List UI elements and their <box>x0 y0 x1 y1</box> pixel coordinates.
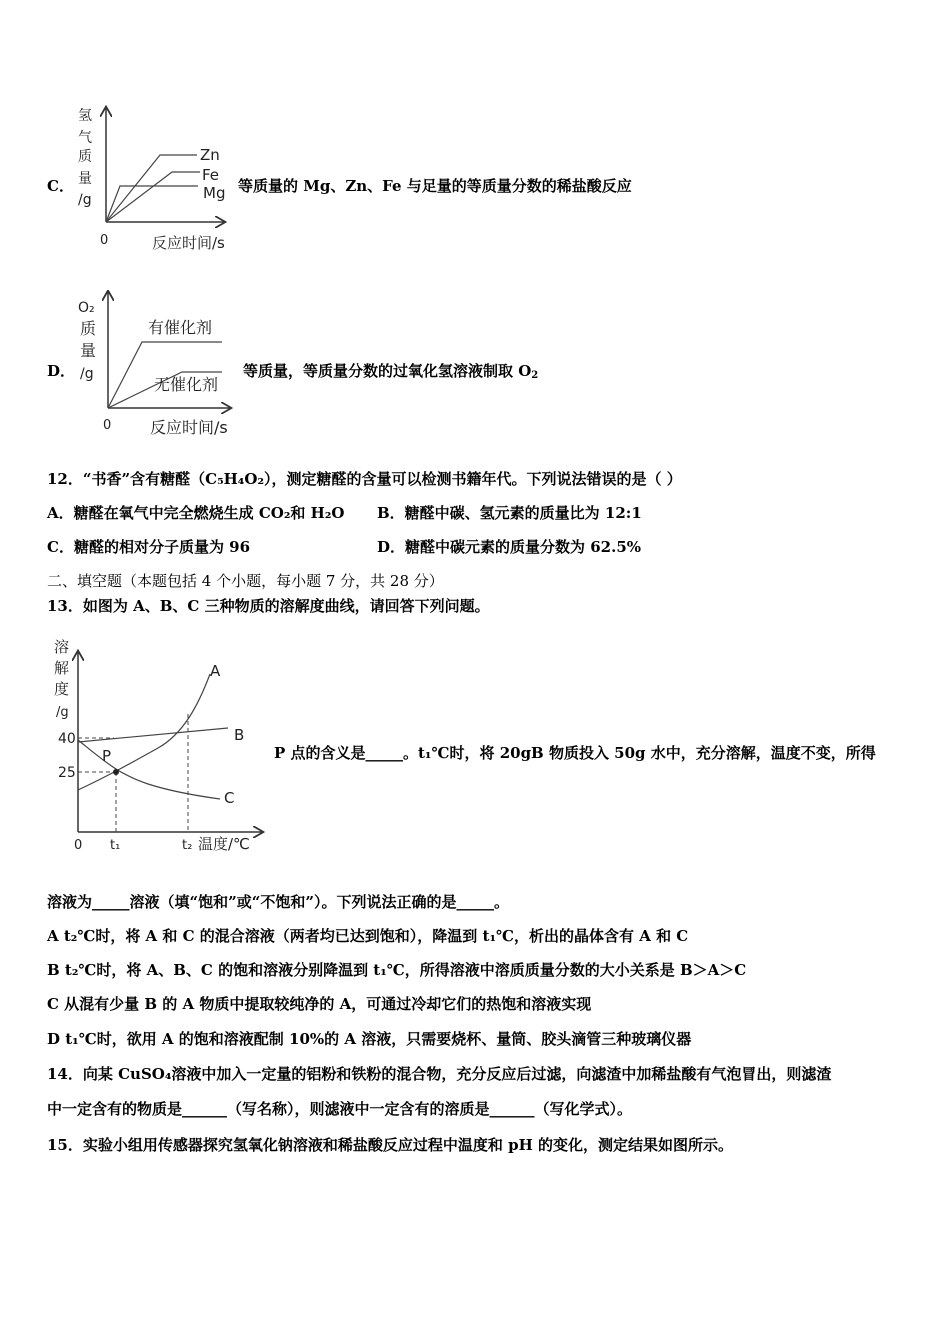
y-label-unit: /g <box>78 192 92 208</box>
series-label-zn: Zn <box>200 146 220 164</box>
fe-curve <box>106 172 200 222</box>
q12-option-d: D．糖醛中碳元素的质量分数为 62.5% <box>377 538 642 556</box>
option-c-label: C． <box>47 177 74 195</box>
series-label-c: C <box>224 789 235 807</box>
option-d-text-main: 等质量，等质量分数的过氧化氢溶液制取 O <box>243 362 532 380</box>
option-d-text <box>243 361 538 386</box>
x-tick-t2: t₂ <box>182 838 193 853</box>
series-label-with-catalyst: 有催化剂 <box>148 318 213 337</box>
origin-label: 0 <box>103 418 112 433</box>
series-label-a: A <box>210 662 221 680</box>
q13-option-d: D t₁℃时，欲用 A 的饱和溶液配制 10%的 A 溶液，只需要烧杯、量筒、胶头滴管三种玻璃仪器 <box>47 1030 692 1048</box>
curve-b <box>78 728 228 742</box>
y-tick-25: 25 <box>58 765 76 781</box>
q13-option-c: C 从混有少量 B 的 A 物质中提取较纯净的 A，可通过冷却它们的热饱和溶液实现 <box>47 995 592 1013</box>
section-heading: 二、填空题（本题包括 4 个小题，每小题 7 分，共 28 分） <box>47 572 444 590</box>
option-d-text-sub: 2 <box>531 370 539 381</box>
y-label-char: 质 <box>78 149 92 165</box>
y-label-unit: /g <box>56 705 69 720</box>
q13-inline-text: P 点的含义是_____。t₁℃时，将 20gB 物质投入 50g 水中，充分溶解，温度不变，所得 <box>274 744 876 762</box>
curve-c <box>78 740 220 799</box>
origin-label: 0 <box>74 838 83 853</box>
x-axis-label: 温度/℃ <box>198 835 250 853</box>
y-tick-40: 40 <box>58 731 76 747</box>
origin-label: 0 <box>100 233 109 248</box>
y-label-char: 量 <box>78 171 92 187</box>
x-axis-label: 反应时间/s <box>150 418 228 437</box>
q15-stem: 15．实验小组用传感器探究氢氧化钠溶液和稀盐酸反应过程中温度和 pH 的变化，测定结果如图所示。 <box>47 1136 733 1154</box>
y-label-unit: /g <box>80 366 94 382</box>
y-label-char: 溶 <box>54 638 70 656</box>
q12-stem: 12．“书香”含有糖醛（C₅H₄O₂），测定糖醛的含量可以检测书籍年代。下列说法错误的是（ ） <box>47 470 682 488</box>
y-label-char: 气 <box>78 130 92 146</box>
option-c-text: 等质量的 Mg、Zn、Fe 与足量的等质量分数的稀盐酸反应 <box>238 177 632 195</box>
q12-option-c: C．糖醛的相对分子质量为 96 <box>47 538 251 556</box>
q14-line-1: 14．向某 CuSO₄溶液中加入一定量的铝粉和铁粉的混合物，充分反应后过滤，向滤渣中加稀盐酸有气泡冒出，则滤渣 <box>47 1065 832 1083</box>
q13-stem: 13．如图为 A、B、C 三种物质的溶解度曲线，请回答下列问题。 <box>47 597 490 615</box>
y-label-char: 解 <box>54 659 70 677</box>
series-label-fe: Fe <box>202 166 220 184</box>
series-label-b: B <box>234 726 245 744</box>
point-label-p: P <box>102 747 112 765</box>
series-label-mg: Mg <box>203 184 226 202</box>
x-axis-label: 反应时间/s <box>152 234 225 252</box>
series-label-without-catalyst: 无催化剂 <box>154 375 219 394</box>
hydrogen-mass-graph <box>72 100 242 255</box>
y-label-char: O₂ <box>78 300 95 316</box>
y-label-char: 度 <box>54 680 70 698</box>
q12-option-a: A．糖醛在氧气中完全燃烧生成 CO₂和 H₂O <box>47 504 345 522</box>
q13-option-a: A t₂℃时，将 A 和 C 的混合溶液（两者均已达到饱和），降温到 t₁℃，析出的晶体含有 A 和 C <box>47 927 689 945</box>
solubility-curve-graph <box>48 636 268 861</box>
intersection-point <box>113 769 119 775</box>
option-d-label: D． <box>47 362 76 380</box>
y-label-char: 质 <box>80 319 97 338</box>
q13-option-b: B t₂℃时，将 A、B、C 的饱和溶液分别降温到 t₁℃，所得溶液中溶质质量分数的大小关系是 B＞A＞C <box>47 961 747 979</box>
y-label-char: 氢 <box>78 108 92 124</box>
q12-option-b: B．糖醛中碳、氢元素的质量比为 12:1 <box>377 504 642 522</box>
x-tick-t1: t₁ <box>110 838 121 853</box>
oxygen-mass-graph <box>72 290 242 440</box>
q13-continued: 溶液为_____溶液（填“饱和”或“不饱和”）。下列说法正确的是_____。 <box>47 893 510 911</box>
q14-line-2: 中一定含有的物质是______（写名称），则滤液中一定含有的溶质是______（写化学式）。 <box>47 1100 633 1118</box>
y-label-char: 量 <box>80 341 97 360</box>
